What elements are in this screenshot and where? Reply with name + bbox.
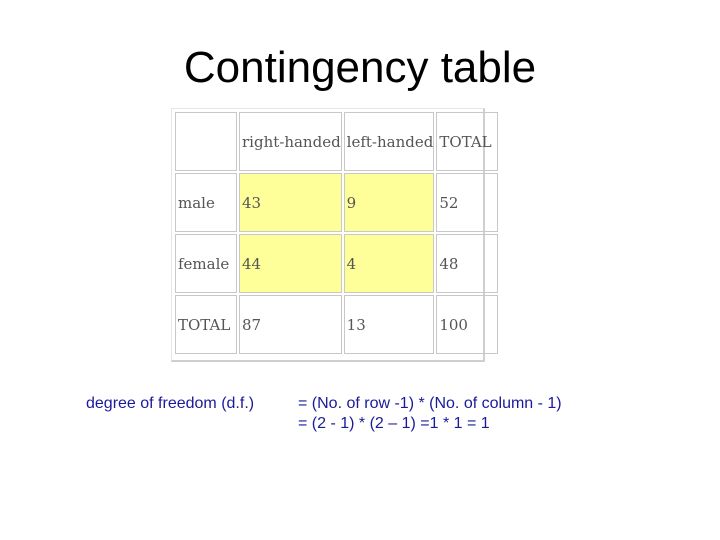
header-cell-right-handed: right-handed xyxy=(239,112,342,171)
cell-female-total: 48 xyxy=(436,234,498,293)
header-cell-total: TOTAL xyxy=(436,112,498,171)
cell-male-total: 52 xyxy=(436,173,498,232)
cell-total-left-handed: 13 xyxy=(344,295,435,354)
cell-male-left-handed: 9 xyxy=(344,173,435,232)
cell-female-left-handed: 4 xyxy=(344,234,435,293)
cell-male-right-handed: 43 xyxy=(239,173,342,232)
header-cell-left-handed: left-handed xyxy=(344,112,435,171)
cell-female-right-handed: 44 xyxy=(239,234,342,293)
formula-line-2: = (2 - 1) * (2 – 1) =1 * 1 = 1 xyxy=(298,415,490,432)
degree-of-freedom-label: degree of freedom (d.f.) xyxy=(86,395,255,412)
cell-grand-total: 100 xyxy=(436,295,498,354)
table-row xyxy=(175,295,498,354)
formula-line-1: = (No. of row -1) * (No. of column - 1) xyxy=(298,395,562,412)
contingency-table xyxy=(173,110,500,356)
row-label-total: TOTAL xyxy=(175,295,237,354)
slide-title: Contingency table xyxy=(183,43,537,92)
cell-total-right-handed: 87 xyxy=(239,295,342,354)
header-cell-empty xyxy=(175,112,237,171)
table-row xyxy=(175,173,498,232)
degree-of-freedom-formula xyxy=(298,394,562,434)
row-label-female: female xyxy=(175,234,237,293)
row-label-male: male xyxy=(175,173,237,232)
table-row xyxy=(175,234,498,293)
table-header-row xyxy=(175,112,498,171)
